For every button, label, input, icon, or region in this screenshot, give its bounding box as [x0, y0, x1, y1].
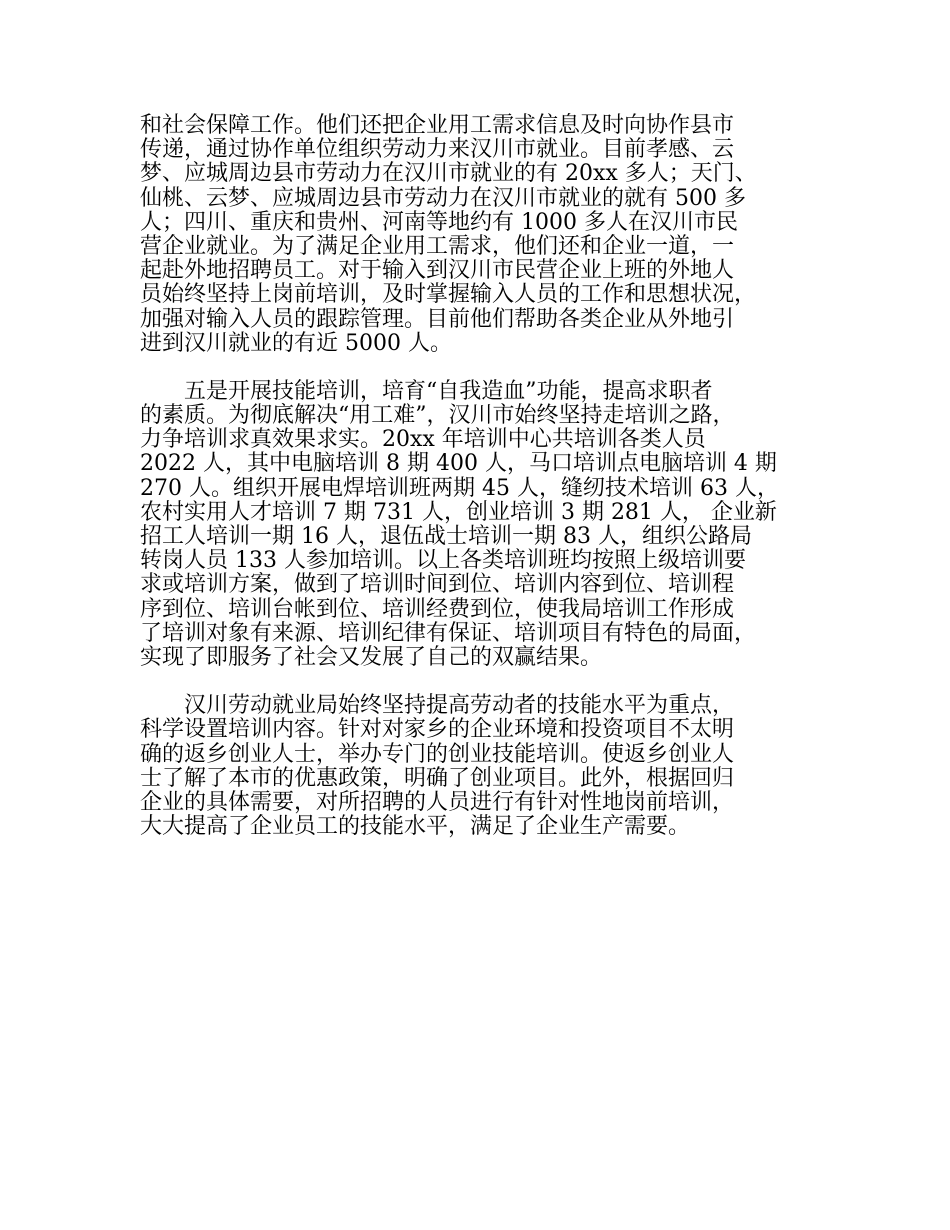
text-line: 实现了即服务了社会又发展了自己的双赢结果。 [140, 644, 603, 670]
text-line: 了培训对象有来源、培训纪律有保证、培训项目有特色的局面， [140, 620, 757, 646]
text-line: 求或培训方案，做到了培训时间到位、培训内容到位、培训程 [140, 572, 735, 598]
text-line: 的素质。为彻底解决“用工难”，汉川市始终坚持走培训之路， [140, 403, 735, 429]
document-body [140, 114, 820, 839]
paragraph-1 [140, 114, 820, 356]
text-line: 五是开展技能培训，培育“自我造血”功能，提高求职者 [140, 378, 713, 404]
text-line: 科学设置培训内容。针对对家乡的企业环境和投资项目不太明 [140, 717, 735, 743]
text-line: 进到汉川就业的有近 5000 人。 [140, 330, 452, 356]
text-line: 传递，通过协作单位组织劳动力来汉川市就业。目前孝感、云 [140, 137, 735, 163]
text-line: 序到位、培训台帐到位、培训经费到位，使我局培训工作形成 [140, 596, 735, 622]
text-line: 加强对输入人员的跟踪管理。目前他们帮助各类企业从外地引 [140, 306, 735, 332]
text-line: 仙桃、云梦、应城周边县市劳动力在汉川市就业的就有 500 多 [140, 185, 746, 211]
text-line: 员始终坚持上岗前培训，及时掌握输入人员的工作和思想状况， [140, 282, 757, 308]
text-line: 营企业就业。为了满足企业用工需求，他们还和企业一道，一 [140, 233, 735, 259]
text-line: 和社会保障工作。他们还把企业用工需求信息及时向协作县市 [140, 113, 735, 138]
text-line: 农村实用人才培训 7 期 731 人，创业培训 3 期 281 人， 企业新 [140, 499, 777, 525]
text-line: 力争培训求真效果求实。20xx 年培训中心共培训各类人员 [140, 427, 706, 453]
text-line: 转岗人员 133 人参加培训。以上各类培训班均按照上级培训要 [140, 548, 746, 574]
text-line: 确的返乡创业人士，举办专门的创业技能培训。使返乡创业人 [140, 741, 735, 767]
paragraph-2 [140, 380, 820, 670]
text-line: 梦、应城周边县市劳动力在汉川市就业的有 20xx 多人；天门、 [140, 161, 757, 187]
text-line: 2022 人，其中电脑培训 8 期 400 人，马口培训点电脑培训 4 期 [140, 451, 777, 477]
paragraph-3 [140, 694, 820, 839]
text-line: 270 人。组织开展电焊培训班两期 45 人，缝纫技术培训 63 人， [140, 475, 779, 501]
text-line: 招工人培训一期 16 人，退伍战士培训一期 83 人，组织公路局 [140, 524, 752, 549]
text-line: 企业的具体需要，对所招聘的人员进行有针对性地岗前培训， [140, 789, 735, 815]
text-line: 汉川劳动就业局始终坚持提高劳动者的技能水平为重点， [140, 693, 735, 719]
text-line: 起赴外地招聘员工。对于输入到汉川市民营企业上班的外地人 [140, 258, 735, 284]
text-line: 人；四川、重庆和贵州、河南等地约有 1000 多人在汉川市民 [140, 209, 738, 235]
text-line: 士了解了本市的优惠政策，明确了创业项目。此外，根据回归 [140, 765, 735, 791]
text-line: 大大提高了企业员工的技能水平，满足了企业生产需要。 [140, 814, 691, 840]
